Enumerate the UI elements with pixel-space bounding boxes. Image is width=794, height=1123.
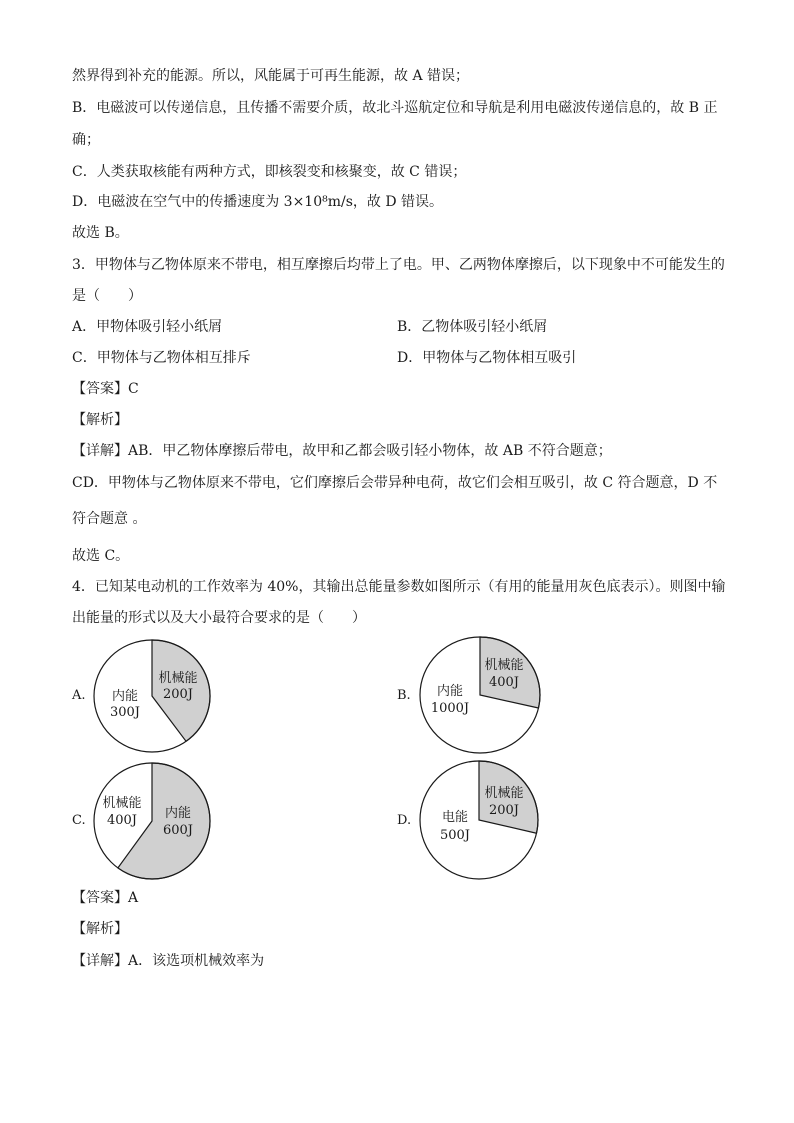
analysis-3-heading: 【解析】 [72, 412, 128, 428]
detail-4: 【详解】A．该选项机械效率为 [72, 953, 265, 969]
figure-a-label: A. [72, 688, 86, 703]
pie-d-white-value: 500J [439, 828, 471, 843]
pie-d-gray-name: 机械能 [484, 786, 524, 801]
text-line: 然界得到补充的能源。所以，风能属于可再生能源，故 A 错误； [72, 68, 470, 84]
answer-4: 【答案】A [72, 890, 139, 906]
pie-b-white-value: 1000J [430, 701, 470, 716]
detail-3-cont: CD．甲物体与乙物体原来不带电，它们摩擦后会带异种电荷，故它们会相互吸引，故 C 符合题意，D 不 [72, 475, 718, 491]
pie-chart-a [92, 638, 212, 754]
pie-c-gray-name: 内能 [164, 806, 192, 821]
answer-3: 【答案】C [72, 381, 139, 397]
q3-option-d: D．甲物体与乙物体相互吸引 [397, 350, 577, 366]
pie-b-gray-name: 机械能 [484, 658, 524, 673]
pie-a-gray-name: 机械能 [158, 671, 198, 686]
pie-a-white-name: 内能 [111, 689, 139, 704]
q3-option-a: A．甲物体吸引轻小纸屑 [72, 319, 223, 335]
detail-3: 【详解】AB．甲乙物体摩擦后带电，故甲和乙都会吸引轻小物体，故 AB 不符合题意； [72, 443, 612, 459]
pie-c-gray-value: 600J [162, 823, 194, 838]
question-4-stem: 4．已知某电动机的工作效率为 40%，其输出总能量参数如图所示（有用的能量用灰色底表示）。则图中输 [72, 579, 726, 595]
pie-c-white-name: 机械能 [102, 796, 142, 811]
figure-d-label: D. [397, 813, 412, 828]
pie-b-gray-value: 400J [488, 675, 520, 690]
text-line: B．电磁波可以传递信息，且传播不需要介质，故北斗巡航定位和导航是利用电磁波传递信息的，故 B 正 [72, 100, 718, 116]
figure-b-label: B. [397, 688, 411, 703]
choose-3: 故选 C。 [72, 548, 130, 564]
detail-3-cont: 符合题意 。 [72, 511, 147, 527]
text-line: 确； [72, 132, 100, 148]
pie-chart-c [92, 761, 212, 881]
q3-option-b: B．乙物体吸引轻小纸屑 [397, 319, 548, 335]
figure-c-label: C. [72, 813, 86, 828]
pie-d-gray-value: 200J [488, 803, 520, 818]
q3-option-c: C．甲物体与乙物体相互排斥 [72, 350, 251, 366]
pie-chart-b [418, 635, 542, 755]
question-4-stem-cont: 出能量的形式以及大小最符合要求的是（ ） [72, 610, 366, 626]
pie-chart-d [418, 759, 540, 881]
analysis-4-heading: 【解析】 [72, 921, 128, 937]
text-line: D．电磁波在空气中的传播速度为 3×10⁸m/s，故 D 错误。 [72, 194, 444, 210]
pie-d-white-name: 电能 [441, 810, 469, 825]
text-line: 故选 B。 [72, 225, 129, 241]
pie-a-white-value: 300J [109, 705, 141, 720]
pie-a-gray-value: 200J [162, 687, 194, 702]
text-line: C．人类获取核能有两种方式，即核裂变和核聚变，故 C 错误； [72, 164, 467, 180]
pie-c-white-value: 400J [106, 813, 138, 828]
question-3-stem-cont: 是（ ） [72, 288, 142, 304]
question-3-stem: 3．甲物体与乙物体原来不带电，相互摩擦后均带上了电。甲、乙两物体摩擦后，以下现象中不可能发生的 [72, 257, 725, 273]
pie-b-white-name: 内能 [436, 684, 464, 699]
